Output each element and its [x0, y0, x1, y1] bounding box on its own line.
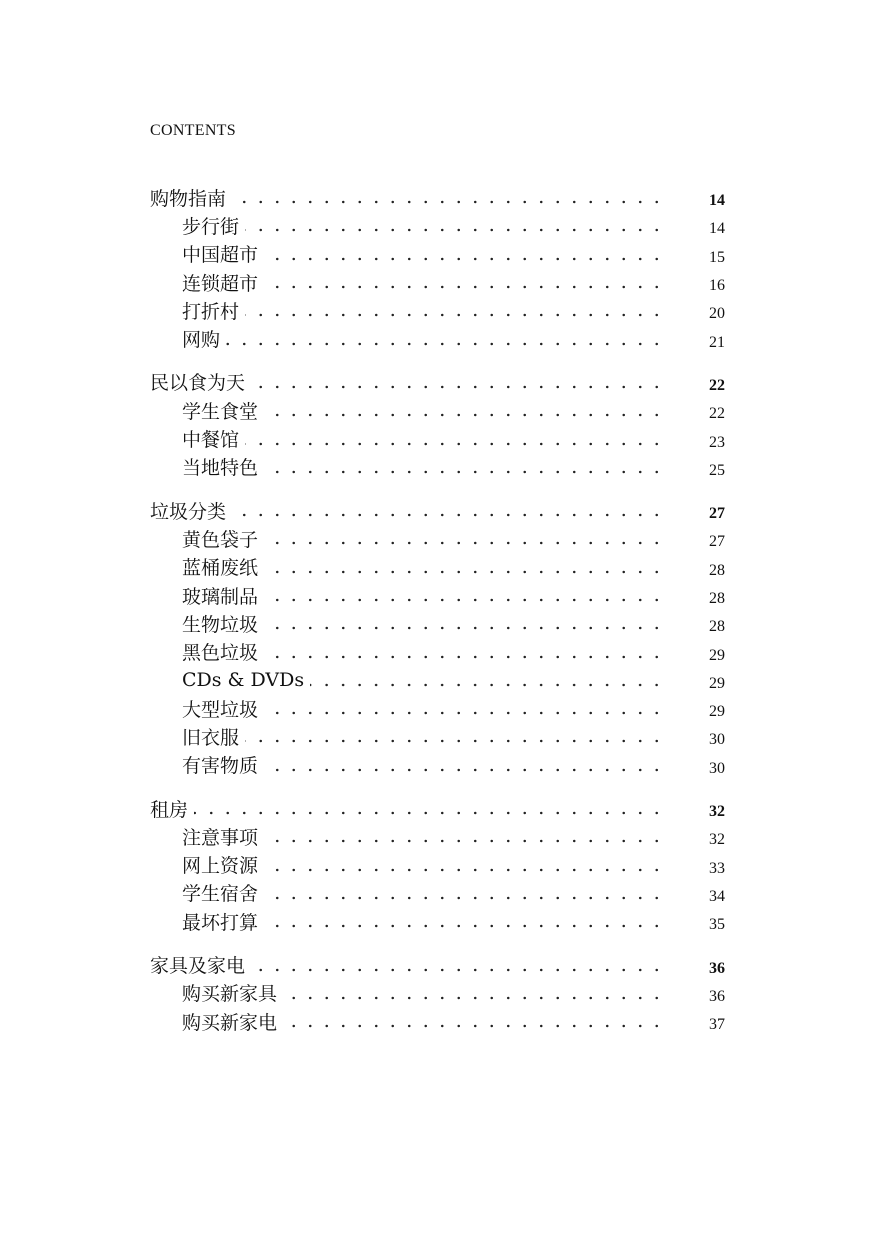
entry-title: 民以食为天 — [150, 368, 251, 395]
dot-leader — [264, 711, 665, 715]
page-number: 28 — [709, 618, 725, 636]
entry-title: 黑色垃圾 — [182, 638, 264, 665]
toc-subentry[interactable] — [150, 211, 725, 239]
toc-subentry[interactable] — [150, 609, 725, 637]
page-number: 21 — [709, 333, 725, 351]
toc-subentry[interactable] — [150, 879, 725, 907]
entry-title: 最坏打算 — [182, 908, 264, 935]
dot-leader — [245, 442, 665, 446]
dot-leader — [264, 896, 665, 900]
entry-title: 购买新家电 — [182, 1008, 283, 1035]
entry-title: 网购 — [182, 325, 226, 352]
entry-title: 注意事项 — [182, 823, 264, 850]
page-number: 14 — [709, 220, 725, 238]
dot-leader — [264, 413, 665, 417]
page-number: 29 — [709, 674, 725, 692]
toc-section — [150, 368, 725, 481]
toc-subentry[interactable] — [150, 979, 725, 1007]
toc-chapter-entry[interactable] — [150, 183, 725, 211]
dot-leader — [264, 541, 665, 545]
dot-leader — [232, 200, 665, 204]
page-number: 35 — [709, 916, 725, 934]
entry-title: 学生宿舍 — [182, 879, 264, 906]
dot-leader — [232, 513, 665, 517]
entry-title: 垃圾分类 — [150, 497, 232, 524]
dot-leader — [226, 342, 665, 346]
entry-title: 蓝桶废纸 — [182, 553, 264, 580]
entry-title: 中国超市 — [182, 240, 264, 267]
page-number: 27 — [709, 533, 725, 551]
dot-leader — [245, 313, 665, 317]
page-number: 22 — [709, 376, 725, 394]
dot-leader — [264, 570, 665, 574]
dot-leader — [264, 626, 665, 630]
toc-subentry[interactable] — [150, 296, 725, 324]
entry-title: 中餐馆 — [182, 425, 245, 452]
entry-title: 学生食堂 — [182, 397, 264, 424]
entry-title: 有害物质 — [182, 751, 264, 778]
page-number: 29 — [709, 646, 725, 664]
toc-subentry[interactable] — [150, 1007, 725, 1035]
entry-title: 玻璃制品 — [182, 582, 264, 609]
entry-title: 大型垃圾 — [182, 695, 264, 722]
toc-section — [150, 950, 725, 1035]
toc-subentry[interactable] — [150, 694, 725, 722]
entry-title: 购物指南 — [150, 184, 232, 211]
entry-title: 步行街 — [182, 212, 245, 239]
toc-subentry[interactable] — [150, 822, 725, 850]
toc-subentry[interactable] — [150, 453, 725, 481]
dot-leader — [310, 683, 665, 687]
dot-leader — [283, 1024, 665, 1028]
dot-leader — [264, 839, 665, 843]
entry-title: 家具及家电 — [150, 951, 251, 978]
toc-subentry[interactable] — [150, 722, 725, 750]
page-number: 30 — [709, 731, 725, 749]
page-number: 28 — [709, 561, 725, 579]
page-number: 29 — [709, 703, 725, 721]
toc-chapter-entry[interactable] — [150, 368, 725, 396]
page-number: 16 — [709, 277, 725, 295]
dot-leader — [251, 385, 665, 389]
table-of-contents — [150, 183, 725, 1050]
page-number: 15 — [709, 248, 725, 266]
toc-subentry[interactable] — [150, 907, 725, 935]
toc-subentry[interactable] — [150, 396, 725, 424]
entry-title: 当地特色 — [182, 453, 264, 480]
page-number: 27 — [709, 505, 725, 523]
dot-leader — [283, 996, 665, 1000]
page-number: 36 — [709, 959, 725, 977]
page-number: 25 — [709, 461, 725, 479]
page-number: 34 — [709, 887, 725, 905]
toc-subentry[interactable] — [150, 324, 725, 352]
entry-title: 生物垃圾 — [182, 610, 264, 637]
page-number: 28 — [709, 590, 725, 607]
dot-leader — [264, 257, 665, 261]
dot-leader — [264, 285, 665, 289]
dot-leader — [264, 868, 665, 872]
toc-chapter-entry[interactable] — [150, 950, 725, 978]
toc-subentry[interactable] — [150, 751, 725, 779]
toc-subentry[interactable] — [150, 666, 725, 694]
dot-leader — [264, 924, 665, 928]
toc-section — [150, 496, 725, 779]
contents-heading: CONTENTS — [150, 122, 236, 139]
entry-title: 连锁超市 — [182, 269, 264, 296]
entry-title: 旧衣服 — [182, 723, 245, 750]
page-number: 20 — [709, 305, 725, 323]
page-number: 36 — [709, 987, 725, 1005]
toc-subentry[interactable] — [150, 240, 725, 268]
toc-subentry[interactable] — [150, 637, 725, 665]
entry-title: 租房 — [150, 795, 194, 822]
dot-leader — [264, 470, 665, 474]
toc-subentry[interactable] — [150, 581, 725, 609]
page-number: 37 — [709, 1016, 725, 1034]
toc-chapter-entry[interactable] — [150, 794, 725, 822]
dot-leader — [245, 739, 665, 743]
entry-title: 购买新家具 — [182, 979, 283, 1006]
toc-subentry[interactable] — [150, 524, 725, 552]
page-number: 14 — [709, 192, 725, 210]
entry-title: CDs & DVDs — [182, 669, 310, 691]
page-number: 22 — [709, 405, 725, 423]
entry-title: 网上资源 — [182, 851, 264, 878]
page-number: 32 — [709, 831, 725, 849]
toc-section — [150, 794, 725, 935]
page-number: 23 — [709, 433, 725, 451]
dot-leader — [245, 228, 665, 232]
toc-subentry[interactable] — [150, 424, 725, 452]
toc-subentry[interactable] — [150, 268, 725, 296]
entry-title: 黄色袋子 — [182, 525, 264, 552]
dot-leader — [264, 768, 665, 772]
entry-title: 打折村 — [182, 297, 245, 324]
dot-leader — [194, 811, 665, 815]
dot-leader — [264, 598, 665, 602]
page-number: 30 — [709, 759, 725, 777]
toc-section — [150, 183, 725, 353]
toc-subentry[interactable] — [150, 553, 725, 581]
page-number: 32 — [709, 803, 725, 821]
toc-chapter-entry[interactable] — [150, 496, 725, 524]
page-number: 33 — [709, 859, 725, 877]
toc-subentry[interactable] — [150, 851, 725, 879]
dot-leader — [264, 655, 665, 659]
dot-leader — [251, 968, 665, 972]
